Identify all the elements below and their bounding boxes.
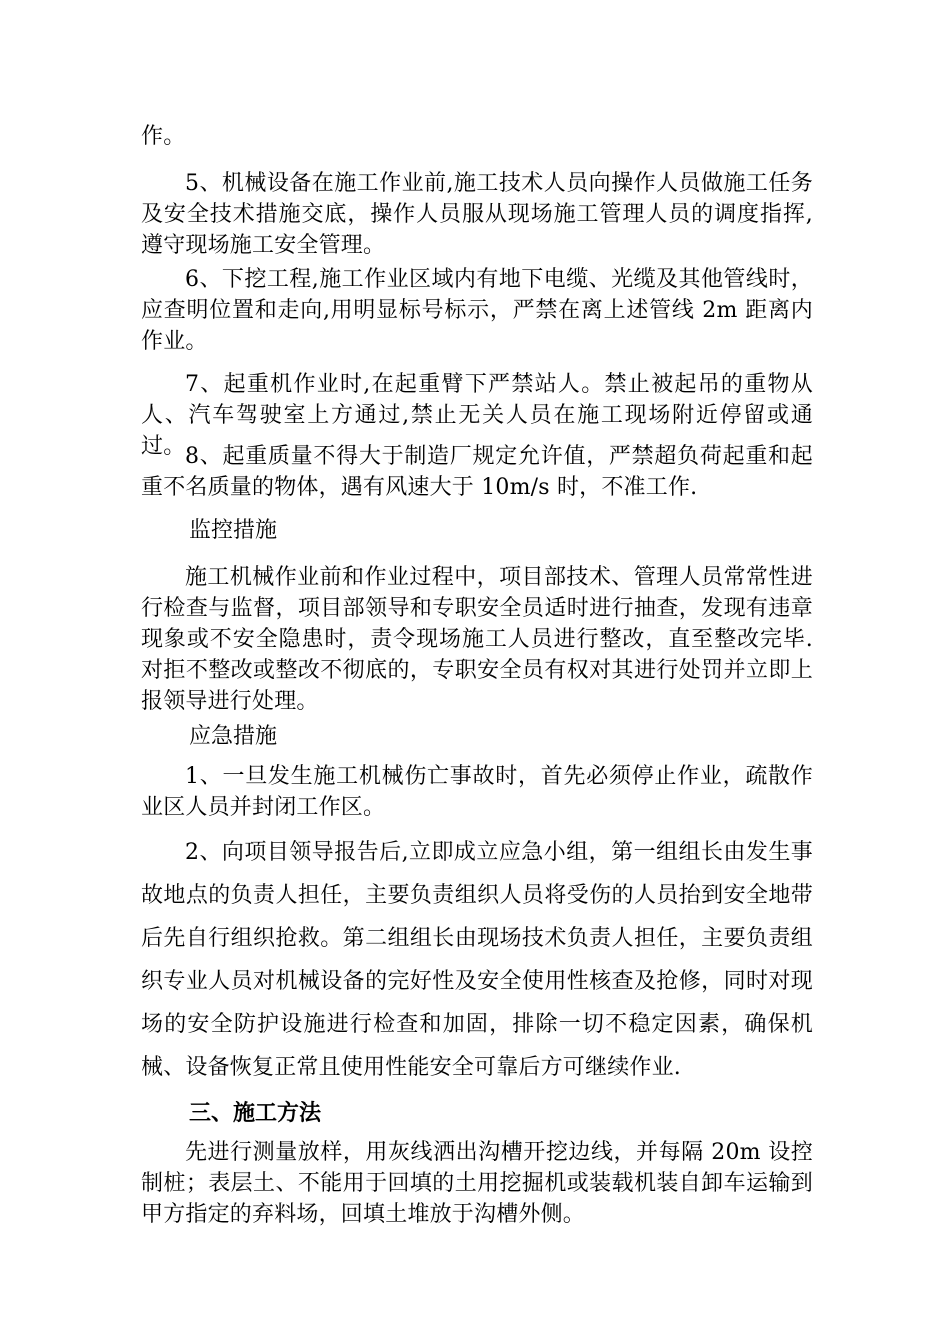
paragraph-item-6: 6、下挖工程,施工作业区域内有地下电缆、光缆及其他管线时，应查明位置和走向,用明显标号标示，严禁在离上述管线 2m 距离内作业。 (141, 267, 813, 354)
paragraph-item-8: 8、起重质量不得大于制造厂规定允许值，严禁超负荷起重和起重不名质量的物体，遇有风速大于 10m/s 时，不准工作. (141, 444, 813, 500)
paragraph-emergency-1: 1、一旦发生施工机械伤亡事故时，首先必须停止作业，疏散作业区人员并封闭工作区。 (141, 764, 813, 820)
paragraph-emergency-2: 2、向项目领导报告后,立即成立应急小组，第一组组长由发生事故地点的负责人担任，主要负责组织人员将受伤的人员抬到安全地带后先自行组织抢救。第二组组长由现场技术负责人担任，主要负责组织专业人员对机械设备的完好性及安全使用性核查及抢修，同时对现场的安全防护设施进行检查和加固，排除一切不稳定因素，确保机械、设备恢复正常且使用性能安全可靠后方可继续作业. (141, 840, 813, 1080)
heading-monitoring: 监控措施 (189, 518, 278, 543)
paragraph-continuation: 作。 (141, 124, 186, 149)
paragraph-method: 先进行测量放样，用灰线洒出沟槽开挖边线，并每隔 20m 设控制桩；表层土、不能用于回填的土用挖掘机或装载机装自卸车运输到甲方指定的弃料场，回填土堆放于沟槽外侧。 (141, 1140, 813, 1227)
heading-section-3: 三、施工方法 (189, 1101, 322, 1126)
paragraph-item-7: 7、起重机作业时,在起重臂下严禁站人。禁止被起吊的重物从人、汽车驾驶室上方通过,禁止无关人员在施工现场附近停留或通过。 (141, 372, 813, 459)
paragraph-monitoring: 施工机械作业前和作业过程中，项目部技术、管理人员常常性进行检查与监督，项目部领导和专职安全员适时进行抽查，发现有违章现象或不安全隐患时，责令现场施工人员进行整改，直至整改完毕.对拒不整改或整改不彻底的，专职安全员有权对其进行处罚并立即上报领导进行处理。 (141, 565, 813, 714)
heading-emergency: 应急措施 (189, 724, 278, 749)
paragraph-item-5: 5、机械设备在施工作业前,施工技术人员向操作人员做施工任务及安全技术措施交底，操作人员服从现场施工管理人员的调度指挥,遵守现场施工安全管理。 (141, 171, 813, 258)
